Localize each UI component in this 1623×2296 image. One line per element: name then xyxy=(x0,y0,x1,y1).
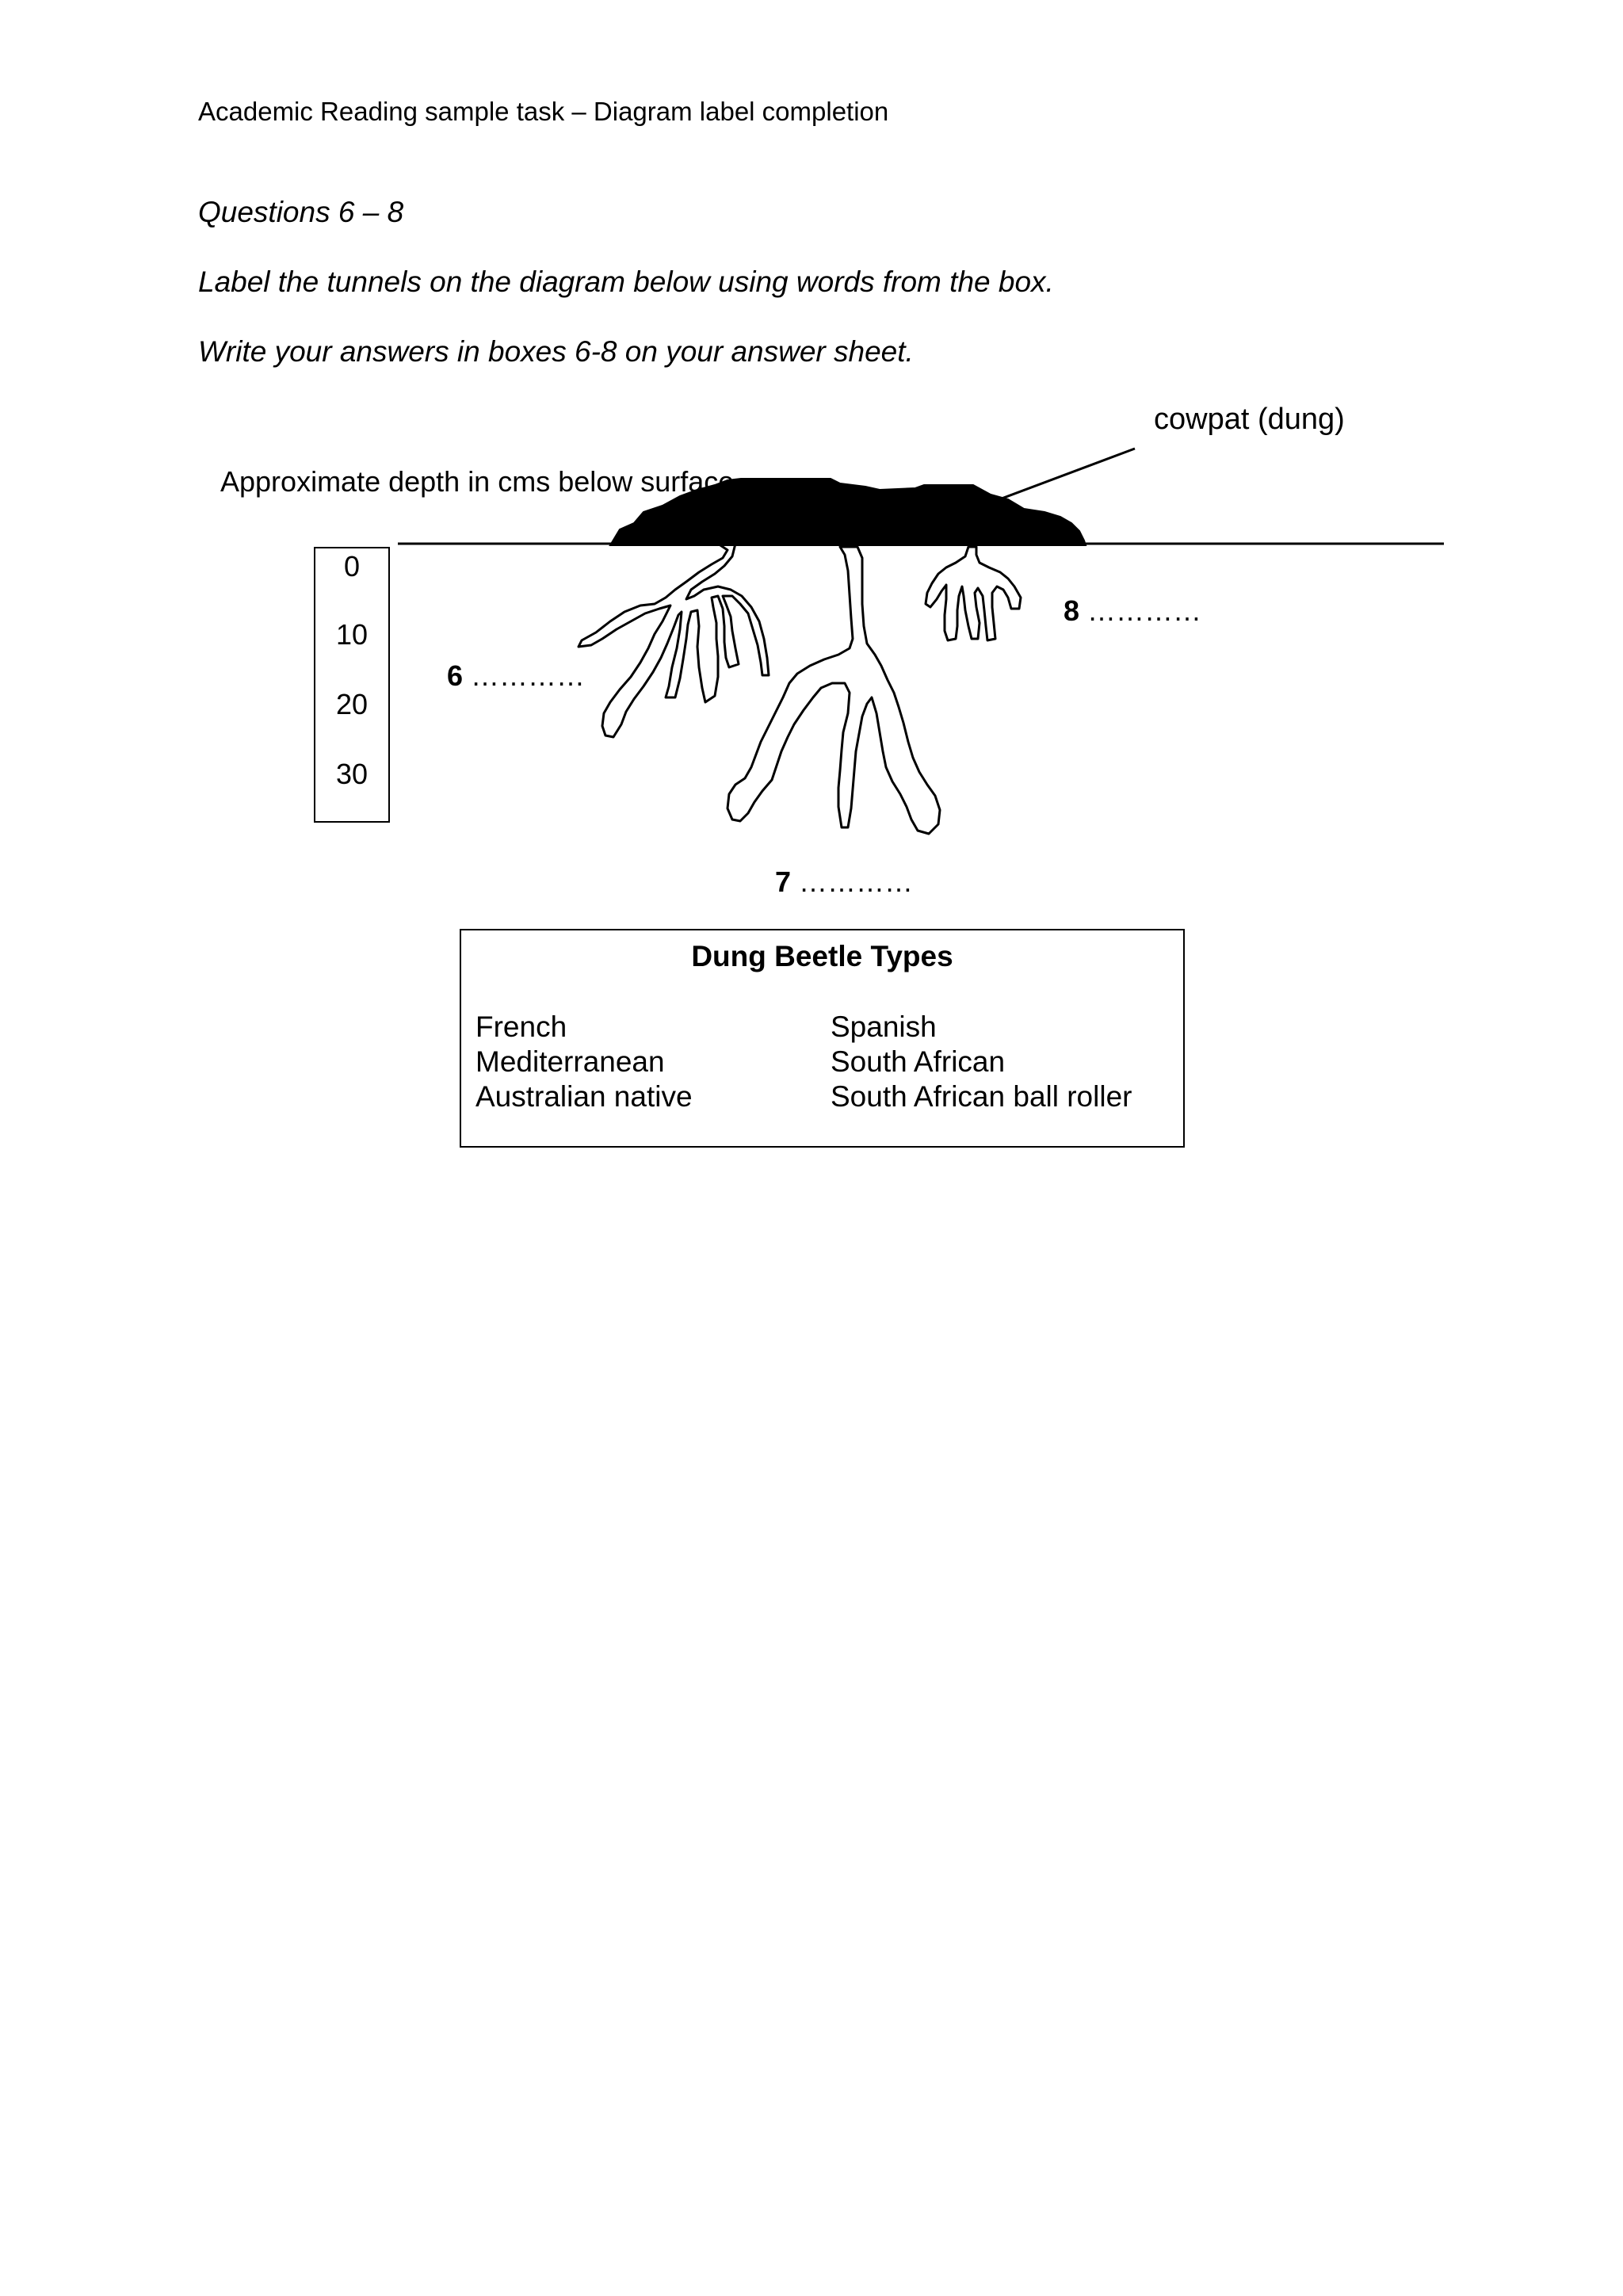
instruction-write-answers: Write your answers in boxes 6-8 on your answer sheet. xyxy=(198,335,914,368)
option-mediterranean: Mediterranean xyxy=(475,1045,665,1078)
answer-blank-8[interactable]: ………… xyxy=(1087,594,1202,627)
answer-blank-6[interactable]: ………… xyxy=(471,659,586,692)
depth-tick-30: 30 xyxy=(335,758,369,790)
answer-label-6 xyxy=(447,659,585,693)
answer-number-7: 7 xyxy=(775,865,792,898)
depth-tick-20: 20 xyxy=(335,688,369,720)
tunnel-6 xyxy=(579,544,769,737)
depth-scale xyxy=(314,547,390,823)
answer-number-6: 6 xyxy=(447,659,464,692)
depth-caption: Approximate depth in cms below surface xyxy=(220,465,735,498)
questions-title: Questions 6 – 8 xyxy=(198,196,404,228)
dung-beetle-types-box xyxy=(460,929,1185,1148)
answer-blank-7[interactable]: ………… xyxy=(799,865,914,898)
word-box-right-column xyxy=(831,1010,1132,1114)
option-south-african-ball-roller: South African ball roller xyxy=(831,1080,1132,1113)
word-box-title: Dung Beetle Types xyxy=(691,940,953,972)
option-spanish: Spanish xyxy=(831,1010,937,1043)
answer-number-8: 8 xyxy=(1064,594,1080,627)
word-box-left-column xyxy=(475,1010,693,1114)
tunnel-7 xyxy=(727,547,940,834)
option-south-african: South African xyxy=(831,1045,1006,1078)
cowpat-pointer-line xyxy=(983,449,1135,506)
tunnel-8 xyxy=(926,547,1021,640)
answer-label-7 xyxy=(775,865,913,899)
answer-label-8 xyxy=(1064,594,1201,628)
option-australian-native: Australian native xyxy=(475,1080,693,1113)
cowpat-label: cowpat (dung) xyxy=(1154,403,1345,436)
page-header: Academic Reading sample task – Diagram label completion xyxy=(198,97,889,126)
instruction-label-tunnels: Label the tunnels on the diagram below using words from the box. xyxy=(198,266,1054,298)
depth-tick-0: 0 xyxy=(343,550,361,583)
option-french: French xyxy=(475,1010,567,1043)
depth-tick-10: 10 xyxy=(335,618,369,651)
